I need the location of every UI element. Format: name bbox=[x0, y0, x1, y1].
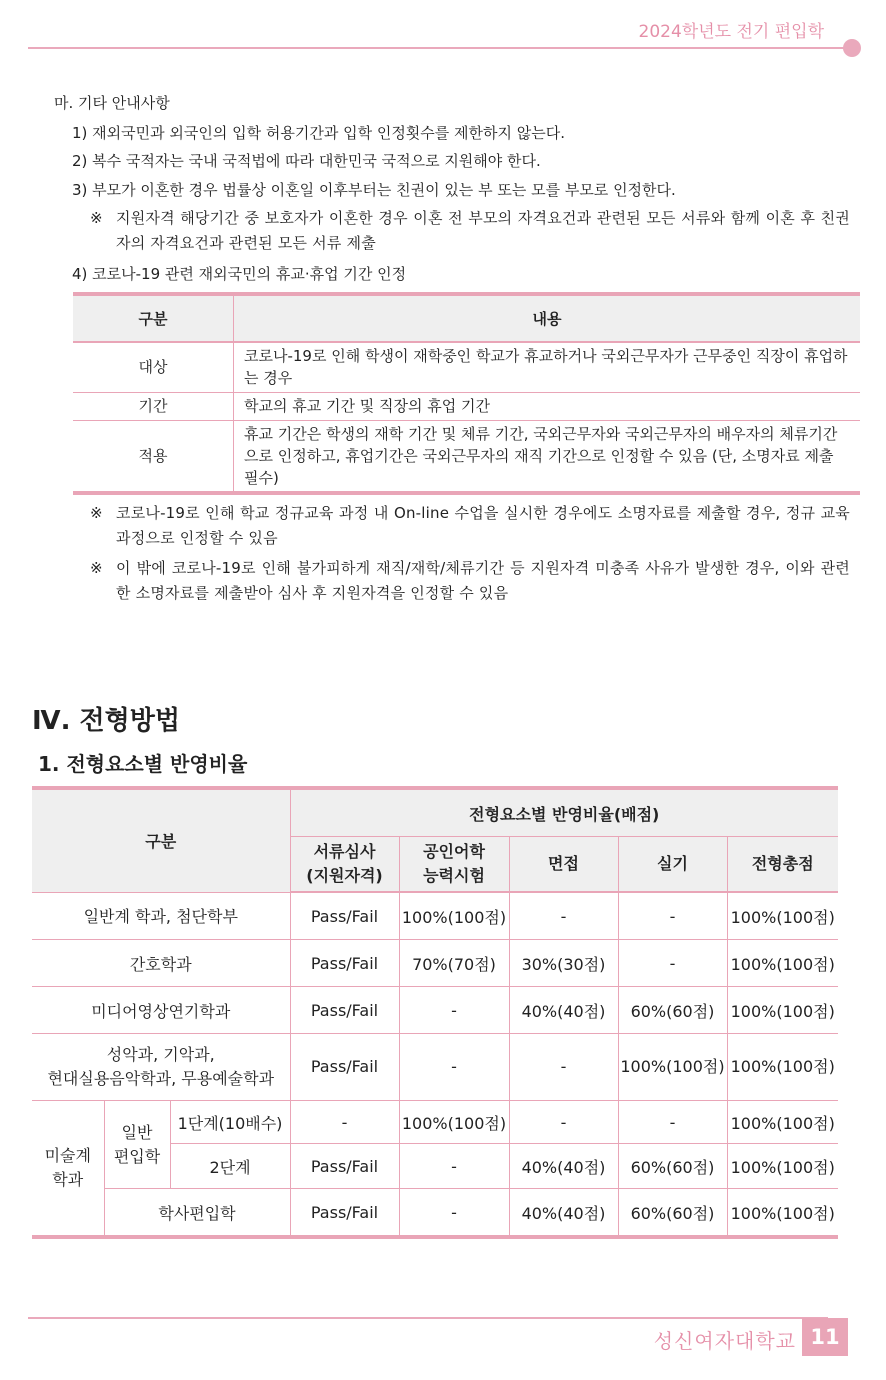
ratio-col-interview: 면접 bbox=[509, 837, 618, 893]
cell: Pass/Fail bbox=[290, 1189, 399, 1238]
note-mark: ※ bbox=[90, 504, 103, 522]
cell: 60%(60점) bbox=[618, 1144, 727, 1189]
cell: - bbox=[618, 892, 727, 940]
guideline-item-2: 2) 복수 국적자는 국내 국적법에 따라 대한민국 국적으로 지원해야 한다. bbox=[72, 152, 541, 170]
row-label-art-general: 일반 편입학 bbox=[104, 1101, 170, 1189]
cell: 100%(100점) bbox=[727, 940, 838, 987]
cell: 100%(100점) bbox=[727, 987, 838, 1034]
covid-row-content: 휴교 기간은 학생의 재학 기간 및 체류 기간, 국외근무자와 국외근무자의 배우자의 체류기간으로 인정하고, 휴업기간은 국외근무자의 재직 기간으로 인정할 수 있음 (단, 소명자료 제출 필수) bbox=[234, 420, 861, 493]
covid-row-content: 코로나-19로 인해 학생이 재학중인 학교가 휴교하거나 국외근무자가 근무중인 직장이 휴업하는 경우 bbox=[234, 342, 861, 392]
guideline-item-3: 3) 부모가 이혼한 경우 법률상 이혼일 이후부터는 친권이 있는 부 또는 모를 부모로 인정한다. bbox=[72, 181, 676, 199]
row-label: 성악과, 기악과, 현대실용음악학과, 무용예술학과 bbox=[32, 1034, 290, 1101]
note-other-cases bbox=[90, 556, 850, 606]
covid-col-content: 내용 bbox=[234, 294, 861, 342]
header-dot bbox=[843, 39, 861, 57]
note-mark: ※ bbox=[90, 209, 103, 227]
cell: Pass/Fail bbox=[290, 987, 399, 1034]
cell: - bbox=[618, 940, 727, 987]
cell: 70%(70점) bbox=[399, 940, 509, 987]
note-text: 이 밖에 코로나-19로 인해 불가피하게 재직/재학/체류기간 등 지원자격 미충족 사유가 발생한 경우, 이와 관련한 소명자료를 제출받아 심사 후 지원자격을 인정할 수 있음 bbox=[116, 559, 850, 602]
note-mark: ※ bbox=[90, 559, 103, 577]
ratio-group-header: 전형요소별 반영비율(배점) bbox=[290, 788, 838, 837]
cell: 100%(100점) bbox=[727, 1101, 838, 1144]
covid-col-category: 구분 bbox=[73, 294, 234, 342]
header-title: 2024학년도 전기 편입학 bbox=[638, 22, 824, 42]
cell: - bbox=[399, 987, 509, 1034]
table-row bbox=[32, 987, 838, 1034]
cell: 30%(30점) bbox=[509, 940, 618, 987]
section-title: Ⅳ. 전형방법 bbox=[32, 706, 180, 736]
cell: - bbox=[399, 1144, 509, 1189]
note-online-class bbox=[90, 501, 850, 551]
cell: 60%(60점) bbox=[618, 1189, 727, 1238]
row-label-art-dept: 미술계 학과 bbox=[32, 1101, 104, 1238]
cell: Pass/Fail bbox=[290, 1034, 399, 1101]
row-label: 미디어영상연기학과 bbox=[32, 987, 290, 1034]
table-row bbox=[32, 940, 838, 987]
cell: 100%(100점) bbox=[399, 1101, 509, 1144]
cell: 100%(100점) bbox=[618, 1034, 727, 1101]
guideline-item-4: 4) 코로나-19 관련 재외국민의 휴교·휴업 기간 인정 bbox=[72, 265, 407, 283]
footer-divider bbox=[28, 1317, 828, 1319]
ratio-table bbox=[32, 786, 838, 1239]
cell: - bbox=[290, 1101, 399, 1144]
page-number: 11 bbox=[802, 1318, 848, 1356]
row-label: 일반계 학과, 첨단학부 bbox=[32, 892, 290, 940]
cell: 100%(100점) bbox=[727, 1034, 838, 1101]
cell: - bbox=[509, 1101, 618, 1144]
table-row bbox=[32, 892, 838, 940]
ratio-col-documents: 서류심사 (지원자격) bbox=[290, 837, 399, 893]
cell: 100%(100점) bbox=[727, 1144, 838, 1189]
row-label: 간호학과 bbox=[32, 940, 290, 987]
cell: - bbox=[618, 1101, 727, 1144]
cell: 40%(40점) bbox=[509, 1144, 618, 1189]
table-row bbox=[32, 1101, 838, 1144]
cell: - bbox=[399, 1034, 509, 1101]
cell: - bbox=[399, 1189, 509, 1238]
cell: 40%(40점) bbox=[509, 1189, 618, 1238]
ratio-col-practical: 실기 bbox=[618, 837, 727, 893]
note-text: 코로나-19로 인해 학교 정규교육 과정 내 On-line 수업을 실시한 경우에도 소명자료를 제출할 경우, 정규 교육과정으로 인정할 수 있음 bbox=[116, 504, 850, 547]
note-text: 지원자격 해당기간 중 보호자가 이혼한 경우 이혼 전 부모의 자격요건과 관련된 모든 서류와 함께 이혼 후 친권자의 자격요건과 관련된 모든 서류 제출 bbox=[116, 209, 850, 252]
cell: Pass/Fail bbox=[290, 940, 399, 987]
table-row bbox=[32, 1034, 838, 1101]
cell: 100%(100점) bbox=[727, 1189, 838, 1238]
covid-row-label: 기간 bbox=[73, 392, 234, 420]
cell: - bbox=[509, 1034, 618, 1101]
row-label-bachelor: 학사편입학 bbox=[104, 1189, 290, 1238]
cell: 100%(100점) bbox=[727, 892, 838, 940]
covid-row-label: 대상 bbox=[73, 342, 234, 392]
header-divider bbox=[28, 47, 848, 49]
cell: Pass/Fail bbox=[290, 892, 399, 940]
cell: - bbox=[509, 892, 618, 940]
covid-row-content: 학교의 휴교 기간 및 직장의 휴업 기간 bbox=[234, 392, 861, 420]
row-label-stage2: 2단계 bbox=[170, 1144, 290, 1189]
cell: 40%(40점) bbox=[509, 987, 618, 1034]
cell: Pass/Fail bbox=[290, 1144, 399, 1189]
ratio-col-total: 전형총점 bbox=[727, 837, 838, 893]
covid-row-label: 적용 bbox=[73, 420, 234, 493]
table-row bbox=[32, 1189, 838, 1238]
note-divorce bbox=[90, 206, 850, 256]
guideline-item-1: 1) 재외국민과 외국인의 입학 허용기간과 입학 인정횟수를 제한하지 않는다. bbox=[72, 124, 566, 142]
row-label-stage1: 1단계(10배수) bbox=[170, 1101, 290, 1144]
covid-table bbox=[73, 292, 860, 495]
cell: 100%(100점) bbox=[399, 892, 509, 940]
ratio-col-category: 구분 bbox=[32, 788, 290, 892]
footer-university-name: 성신여자대학교 bbox=[653, 1329, 796, 1353]
cell: 60%(60점) bbox=[618, 987, 727, 1034]
ratio-col-language-test: 공인어학 능력시험 bbox=[399, 837, 509, 893]
subsection-title: 1. 전형요소별 반영비율 bbox=[38, 752, 248, 776]
section-ma-title: 마. 기타 안내사항 bbox=[54, 94, 170, 112]
